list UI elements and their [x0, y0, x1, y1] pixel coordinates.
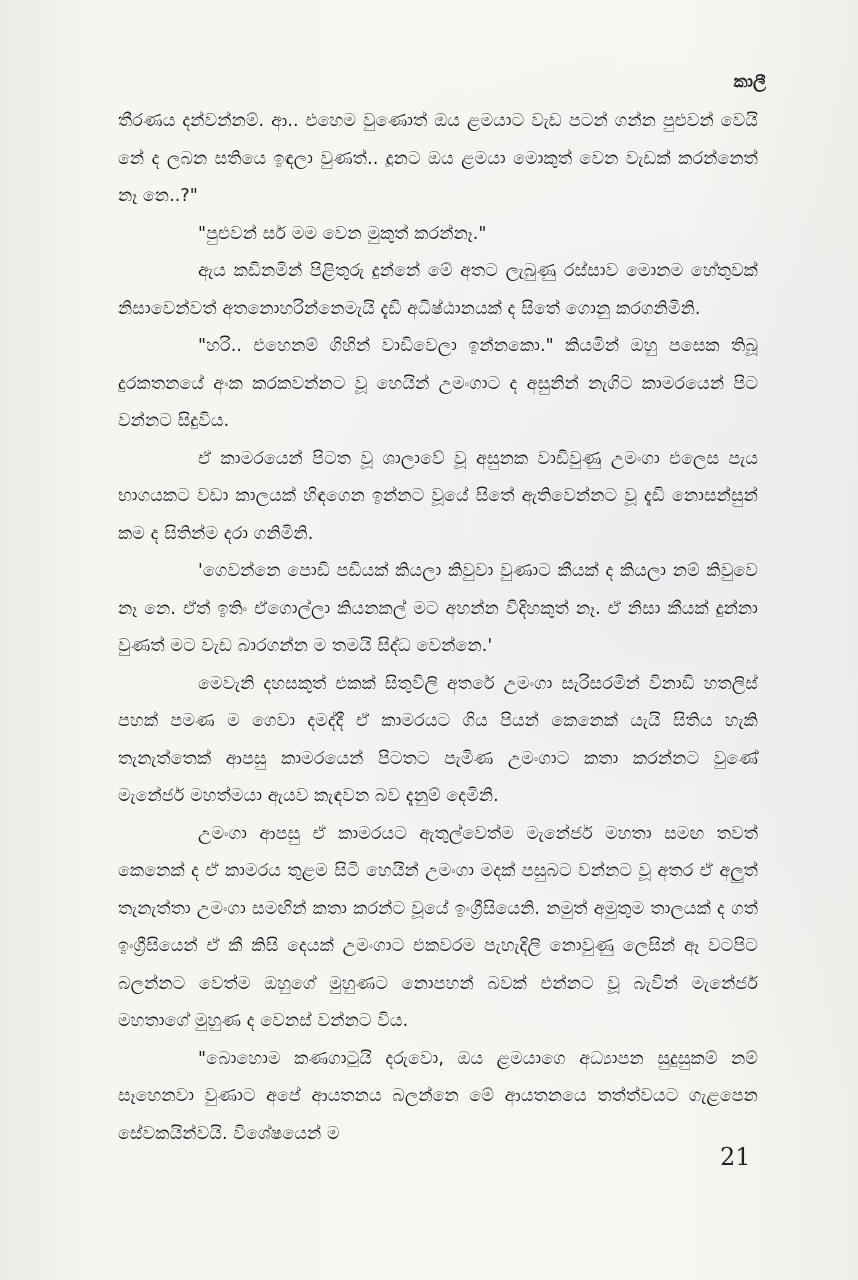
page-number: 21	[720, 1143, 751, 1171]
paragraph: "පුළුවන් සර් මම වෙන මුකුත් කරන්නෑ."	[198, 223, 487, 244]
running-header: කාලී	[733, 72, 766, 92]
paragraph: "හරි.. එහෙනම් ගිහින් වාඩිවෙලා ඉන්නකො." කියමින් ඔහු පසෙක තිබූ දුරකතනයේ අංක කරකවන්නට වූ හෙයින් උමංගාට ද අසුනින් නැගිට කාමරයෙන් පිට වන්නට සිදුවිය.	[118, 336, 758, 431]
paragraph: ඇය කඩිනමින් පිළිතුරු දුන්නේ මේ අතට ලැබුණු රස්සාව මොනම හේතුවක් නිසාවෙන්වත් අතනොහරින්නෙමැයි දැඩි අධිෂ්ඨානයක් ද සිතේ ගොනු කරගනිමිනි.	[118, 261, 758, 319]
paragraph: "බොහොම කණගාටුයි දරුවො, ඔය ළමයාගෙ අධ්‍යාපන සුදුසුකම් නම් සෑහෙනවා වුණාට අපේ ආයතනය බලන්නෙ මේ ආයතනයෙ තත්ත්වයට ගැළපෙන සේවකයින්වයි. විශේෂයෙන් ම	[118, 1048, 758, 1144]
paragraph: මෙවැනි දහසකුත් එකක් සිතුවිලි අතරේ උමංගා සැරිසරමින් විනාඩි හතලිස් පහක් පමණ ම ගෙවා දමද්දී ඒ කාමරයට ගිය පියන් කෙනෙක් යැයි සිතිය හැකි තැනැත්තෙක් ආපසු කාමරයෙන් පිටතට පැමිණ උමංගාට කතා කරන්නට වුණේ මැනේජර් මහත්මයා ඇයව කැඳවන බව දැනුම් දෙමිනි.	[118, 673, 758, 806]
paragraph: තීරණය දන්වන්නම්. ආ.. එහෙම වුණොත් ඔය ළමයාට වැඩ පටන් ගන්න පුළුවන් වෙයි නේ ද ලබන සතියෙ ඉඳලා වුණත්.. දූනට ඔය ළමයා මොකුත් වෙන වැඩක් කරන්නෙත් නෑ නෙ..?"	[118, 111, 758, 206]
paragraph: 'ගෙවන්නෙ පොඩි පඩියක් කියලා කිවුවා වුණාට කීයක් ද කියලා නම් කිවුවෙ නෑ නෙ. ඒත් ඉතිං ඒගොල්ලා කියනකල් මට අහන්න විදිහකුත් නෑ. ඒ නිසා කීයක් දුන්නා වුණත් මට වැඩ බාරගන්න ම තමයි සිද්ධ වෙන්නෙ.'	[118, 561, 758, 656]
body-text	[118, 103, 758, 1153]
paragraph: ඒ කාමරයෙන් පිටත වූ ශාලාවේ වූ අසුනක වාඩිවුණු උමංගා එලෙස පැය භාගයකට වඩා කාලයක් හිඳගෙන ඉන්නට වූයේ සිතේ ඇතිවෙන්නට වූ දැඩි නොසන්සුන් කම ද සිතින්ම දරා ගනිමිනි.	[118, 448, 758, 544]
paragraph: උමංගා ආපසු ඒ කාමරයට ඇතුල්වෙත්ම මැනේජර් මහතා සමඟ තවත් කෙනෙක් ද ඒ කාමරය තුළම සිටි හෙයින් උමංගා මදක් පසුබට වන්නට වූ අතර ඒ අලුත් තැනැත්තා උමංගා සමඟින් කතා කරන්ට වූයේ ඉංග්‍රීසියෙනි. නමුත් අමුතුම තාලයක් ද ගත් ඉංග්‍රීසියෙන් ඒ කී කිසි දෙයක් උමංගාට එකවරම පැහැදිලි නොවුණු ලෙසින් ඈ වටපිට බලන්නට වෙත්ම ඔහුගේ මුහුණට නොපහන් බවක් එන්නට වූ බැවින් මැනේජර් මහතාගේ මුහුණ ද වෙනස් වන්නට විය.	[118, 823, 758, 1031]
